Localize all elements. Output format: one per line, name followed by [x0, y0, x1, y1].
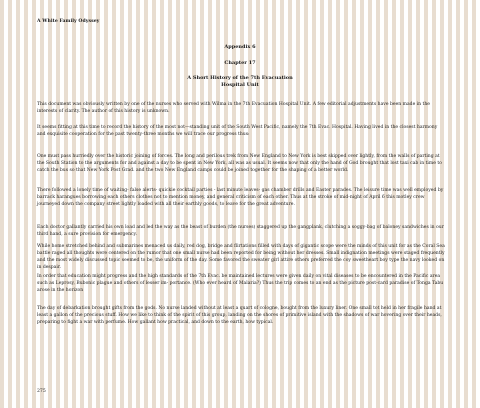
paragraph-editorial-note: This document was obviously written by one of the nurses who served with Wilma in the 7th Evacuation Hospital Unit. A few editorial adjustments have been made in the interests of clarity. The author of this history is unknown.: [37, 102, 430, 114]
chapter-title-line-1: A Short History of the 7th Evacuation: [187, 75, 293, 81]
appendix-heading: Appendix 6: [224, 44, 256, 50]
paragraph-introduction: It seems fitting at this time to record the history of the most not—standing unit of the South West Pacific, namely the 7th Evac. Hospital. Having lived in the closest harmony and exquisite cooperation for the past twenty-three months we will trace our progress thus:: [37, 125, 438, 137]
paragraph-gangplank: Each doctor gallantly carried his own load and led the way as the beast of burden (the nurses) staggered up the gangplank, clutching a soggy-bag of baloney sandwiches in our third hand, a sure provision for emergency.: [37, 225, 444, 237]
paragraph-joining-forces: One must pass hurriedly over the historic joining of forces. The long and perilous trek from New England to New York is best skipped over lightly, from the walls of parting at the South Station to the arguments for and against a day to be spent in New York, all was as usual. It seems now that only the hand of God brought that lost taxi cab in time to catch the bus so that New York Post Grad. and the two New England camps could be joined together for the shaping of a better world.: [37, 154, 442, 173]
page-number: 275: [37, 389, 46, 394]
running-head: A White Family Odyssey: [37, 19, 100, 24]
paragraph-lectures: In order that education might progress and the high standards of the 7th Evac. be maintained lectures were given daily on vital diseases to be encountered in the Pacific area such as Leprosy, Bubonic plague and others of lesser im- portance. (Who ever heard of Malaria?) Thus the trip comes to an end as the picture post-card paradise of Tonga Tabu arose in the horizon: [37, 274, 444, 293]
paragraph-waiting: There followed a lonely time of waiting- false alerts- quickie cocktail parties - last minute leaves- gas chamber drills and Easter parades. The leisure time was well employed by barrack harangues borrowing each others clothes not to mention money, and general criticism of each other. Thus at the stroke of mid-night of April 6 this motley crew journeyed down the company street lightly loaded with all their earthly goods, to leave for the great adventure.: [37, 188, 444, 207]
paragraph-debarkation: The day of debarkation brought gifts from the gods. No nurse landed without at least a quart of cologne, bought from the luxury liner. One small tot held in her fragile hand at least a gallon of the precious stuff. How we like to think of the spirit of this group, landing on the shores of primitive island with the shadows of war hovering over their heads, preparing to fight a war with perfume. How gallant how practical, and down to the earth, how typical.: [37, 306, 442, 325]
paragraph-voyage: While home stretched behind and submarines menaced us daily, red dog, bridge and flirtations filled with days of gigantic scope were the minds of this unit for as the Coral Sea battle raged all thoughts were centered on the rumor that one small nurse had been reported for being without her dresses. Small indignation meetings were staged frequently and the most widely discussed topic seemed to be, the uniform of the day. Some favored the sweater girl attire others preferred the coy sweetheart boy type the navy looked on in despair.: [37, 244, 445, 270]
chapter-title-line-2: Hospital Unit: [221, 82, 259, 88]
chapter-heading: Chapter 17: [224, 60, 256, 66]
